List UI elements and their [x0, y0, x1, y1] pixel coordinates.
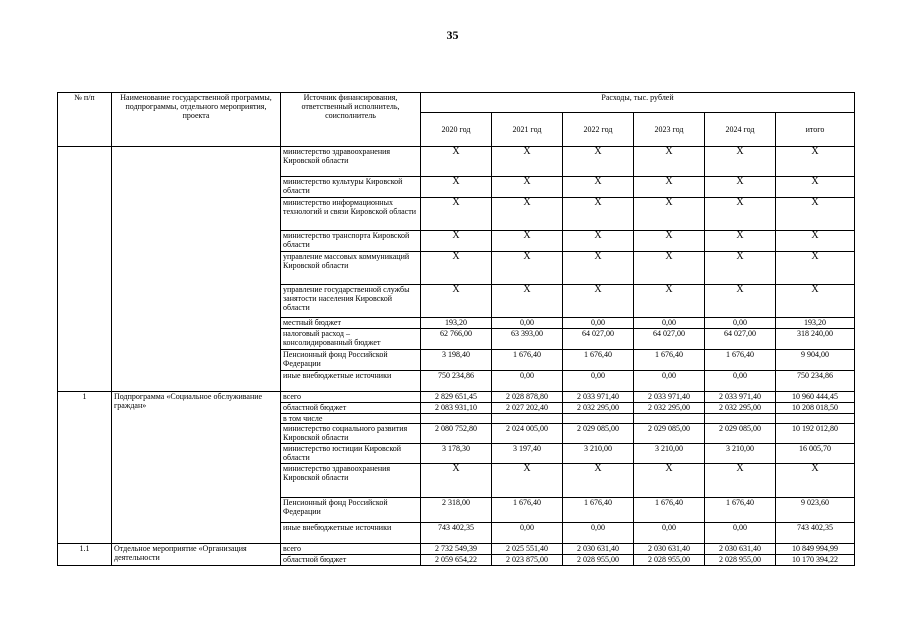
year-value: 2 032 295,00 [634, 403, 705, 414]
year-value: 0,00 [705, 318, 776, 329]
total-value: 16 005,70 [776, 444, 855, 464]
year-value: X [492, 147, 563, 177]
year-value: 2 033 971,40 [705, 392, 776, 403]
year-value: X [563, 252, 634, 285]
year-value: X [421, 198, 492, 231]
year-value: 0,00 [563, 523, 634, 544]
table-row [58, 544, 855, 555]
year-value: 2 029 085,00 [705, 424, 776, 444]
header-num: № п/п [58, 93, 112, 147]
year-value: X [634, 464, 705, 498]
funding-source: всего [281, 544, 421, 555]
program-name [112, 147, 281, 392]
year-value: 750 234,86 [421, 371, 492, 392]
header-total: итого [776, 113, 855, 147]
year-value: 1 676,40 [563, 350, 634, 371]
year-value: X [705, 285, 776, 318]
year-value: 743 402,35 [421, 523, 492, 544]
year-value: X [492, 198, 563, 231]
program-name: Отдельное мероприятие «Организация деятельности [112, 544, 281, 566]
year-value: X [705, 464, 776, 498]
year-value: X [705, 147, 776, 177]
table-row [58, 392, 855, 403]
year-value: 2 083 931,10 [421, 403, 492, 414]
header-year-2021: 2021 год [492, 113, 563, 147]
year-value: X [492, 285, 563, 318]
funding-source: Пенсионный фонд Российской Федерации [281, 498, 421, 523]
year-value: 3 210,00 [634, 444, 705, 464]
year-value: X [421, 464, 492, 498]
year-value: 0,00 [634, 318, 705, 329]
year-value: 2 318,00 [421, 498, 492, 523]
year-value: 2 030 631,40 [563, 544, 634, 555]
year-value: X [421, 147, 492, 177]
year-value: 0,00 [634, 523, 705, 544]
year-value: X [563, 147, 634, 177]
year-value: 1 676,40 [705, 498, 776, 523]
funding-source: иные внебюджетные источники [281, 371, 421, 392]
table-row [58, 147, 855, 177]
year-value: 2 032 295,00 [563, 403, 634, 414]
year-value: 2 033 971,40 [634, 392, 705, 403]
year-value: 2 029 085,00 [634, 424, 705, 444]
year-value: 0,00 [705, 523, 776, 544]
funding-source: министерство транспорта Кировской области [281, 231, 421, 252]
year-value: 2 025 551,40 [492, 544, 563, 555]
year-value: X [421, 177, 492, 198]
row-number [58, 147, 112, 392]
row-number: 1.1 [58, 544, 112, 566]
year-value: X [421, 231, 492, 252]
total-value: X [776, 177, 855, 198]
funding-source: министерство социального развития Кировской области [281, 424, 421, 444]
total-value: X [776, 464, 855, 498]
year-value [634, 414, 705, 424]
header-year-2023: 2023 год [634, 113, 705, 147]
year-value [705, 414, 776, 424]
year-value: 2 023 875,00 [492, 555, 563, 566]
funding-source: министерство здравоохранения Кировской области [281, 147, 421, 177]
funding-source: в том числе [281, 414, 421, 424]
year-value: 2 024 005,00 [492, 424, 563, 444]
year-value: X [421, 285, 492, 318]
year-value: 3 210,00 [563, 444, 634, 464]
year-value: 2 027 202,40 [492, 403, 563, 414]
funding-source: областной бюджет [281, 555, 421, 566]
table-body [58, 147, 855, 566]
total-value: 318 240,00 [776, 329, 855, 350]
year-value: 2 028 955,00 [705, 555, 776, 566]
funding-source: министерство информационных технологий и связи Кировской области [281, 198, 421, 231]
year-value: X [634, 147, 705, 177]
year-value: 2 732 549,39 [421, 544, 492, 555]
budget-table [57, 92, 855, 566]
total-value: 10 170 394,22 [776, 555, 855, 566]
total-value: 9 904,00 [776, 350, 855, 371]
year-value [492, 414, 563, 424]
year-value: X [563, 464, 634, 498]
total-value: 10 849 994,99 [776, 544, 855, 555]
header-expenses: Расходы, тыс. рублей [421, 93, 855, 113]
year-value: X [705, 177, 776, 198]
year-value: X [705, 252, 776, 285]
year-value: X [705, 231, 776, 252]
program-name: Подпрограмма «Социальное обслуживание граждан» [112, 392, 281, 544]
total-value: 10 208 018,50 [776, 403, 855, 414]
year-value: 3 210,00 [705, 444, 776, 464]
year-value: 0,00 [563, 318, 634, 329]
total-value: 193,20 [776, 318, 855, 329]
total-value: 10 960 444,45 [776, 392, 855, 403]
year-value: 0,00 [492, 318, 563, 329]
year-value: X [634, 252, 705, 285]
funding-source: налоговый расход – консолидированный бюджет [281, 329, 421, 350]
header-name: Наименование государственной программы, подпрограммы, отдельного мероприятия, проекта [112, 93, 281, 147]
total-value: X [776, 231, 855, 252]
funding-source: министерство здравоохранения Кировской области [281, 464, 421, 498]
year-value: 2 028 955,00 [563, 555, 634, 566]
year-value: 1 676,40 [705, 350, 776, 371]
year-value: 2 059 654,22 [421, 555, 492, 566]
total-value: X [776, 198, 855, 231]
year-value: 193,20 [421, 318, 492, 329]
year-value: 2 829 651,45 [421, 392, 492, 403]
year-value [563, 414, 634, 424]
funding-source: министерство культуры Кировской области [281, 177, 421, 198]
year-value: 1 676,40 [634, 498, 705, 523]
header-year-2024: 2024 год [705, 113, 776, 147]
year-value: 3 198,40 [421, 350, 492, 371]
header-source: Источник финансирования, ответственный исполнитель, соисполнитель [281, 93, 421, 147]
year-value: 1 676,40 [492, 350, 563, 371]
total-value: X [776, 285, 855, 318]
year-value: 3 178,30 [421, 444, 492, 464]
year-value: X [492, 252, 563, 285]
funding-source: местный бюджет [281, 318, 421, 329]
total-value: 750 234,86 [776, 371, 855, 392]
header-year-2022: 2022 год [563, 113, 634, 147]
total-value: X [776, 147, 855, 177]
total-value: 743 402,35 [776, 523, 855, 544]
year-value: 2 029 085,00 [563, 424, 634, 444]
year-value: 3 197,40 [492, 444, 563, 464]
year-value: X [705, 198, 776, 231]
year-value: 0,00 [563, 371, 634, 392]
year-value: X [634, 177, 705, 198]
year-value: X [634, 231, 705, 252]
page-number: 35 [446, 28, 459, 42]
year-value: 2 028 955,00 [634, 555, 705, 566]
year-value: 2 028 878,80 [492, 392, 563, 403]
year-value: 0,00 [492, 523, 563, 544]
year-value: 0,00 [492, 371, 563, 392]
header-year-2020: 2020 год [421, 113, 492, 147]
year-value: 2 030 631,40 [705, 544, 776, 555]
year-value: 63 393,00 [492, 329, 563, 350]
funding-source: министерство юстиции Кировской области [281, 444, 421, 464]
year-value: X [563, 198, 634, 231]
year-value: 62 766,00 [421, 329, 492, 350]
year-value: 64 027,00 [634, 329, 705, 350]
year-value: 2 080 752,80 [421, 424, 492, 444]
year-value: X [634, 198, 705, 231]
year-value: 2 032 295,00 [705, 403, 776, 414]
year-value: 1 676,40 [492, 498, 563, 523]
year-value: 1 676,40 [634, 350, 705, 371]
year-value: X [563, 177, 634, 198]
total-value: 10 192 012,80 [776, 424, 855, 444]
year-value: 0,00 [634, 371, 705, 392]
year-value: X [421, 252, 492, 285]
year-value: X [492, 464, 563, 498]
funding-source: иные внебюджетные источники [281, 523, 421, 544]
year-value: 64 027,00 [563, 329, 634, 350]
funding-source: всего [281, 392, 421, 403]
year-value [421, 414, 492, 424]
total-value: X [776, 252, 855, 285]
year-value: X [492, 231, 563, 252]
year-value: 1 676,40 [563, 498, 634, 523]
total-value: 9 023,60 [776, 498, 855, 523]
year-value: 64 027,00 [705, 329, 776, 350]
year-value: 2 033 971,40 [563, 392, 634, 403]
year-value: X [634, 285, 705, 318]
year-value: X [563, 285, 634, 318]
year-value: X [563, 231, 634, 252]
year-value: 0,00 [705, 371, 776, 392]
funding-source: управление массовых коммуникаций Кировской области [281, 252, 421, 285]
funding-source: Пенсионный фонд Российской Федерации [281, 350, 421, 371]
year-value: 2 030 631,40 [634, 544, 705, 555]
funding-source: областной бюджет [281, 403, 421, 414]
total-value [776, 414, 855, 424]
funding-source: управление государственной службы занятости населения Кировской области [281, 285, 421, 318]
year-value: X [492, 177, 563, 198]
row-number: 1 [58, 392, 112, 544]
